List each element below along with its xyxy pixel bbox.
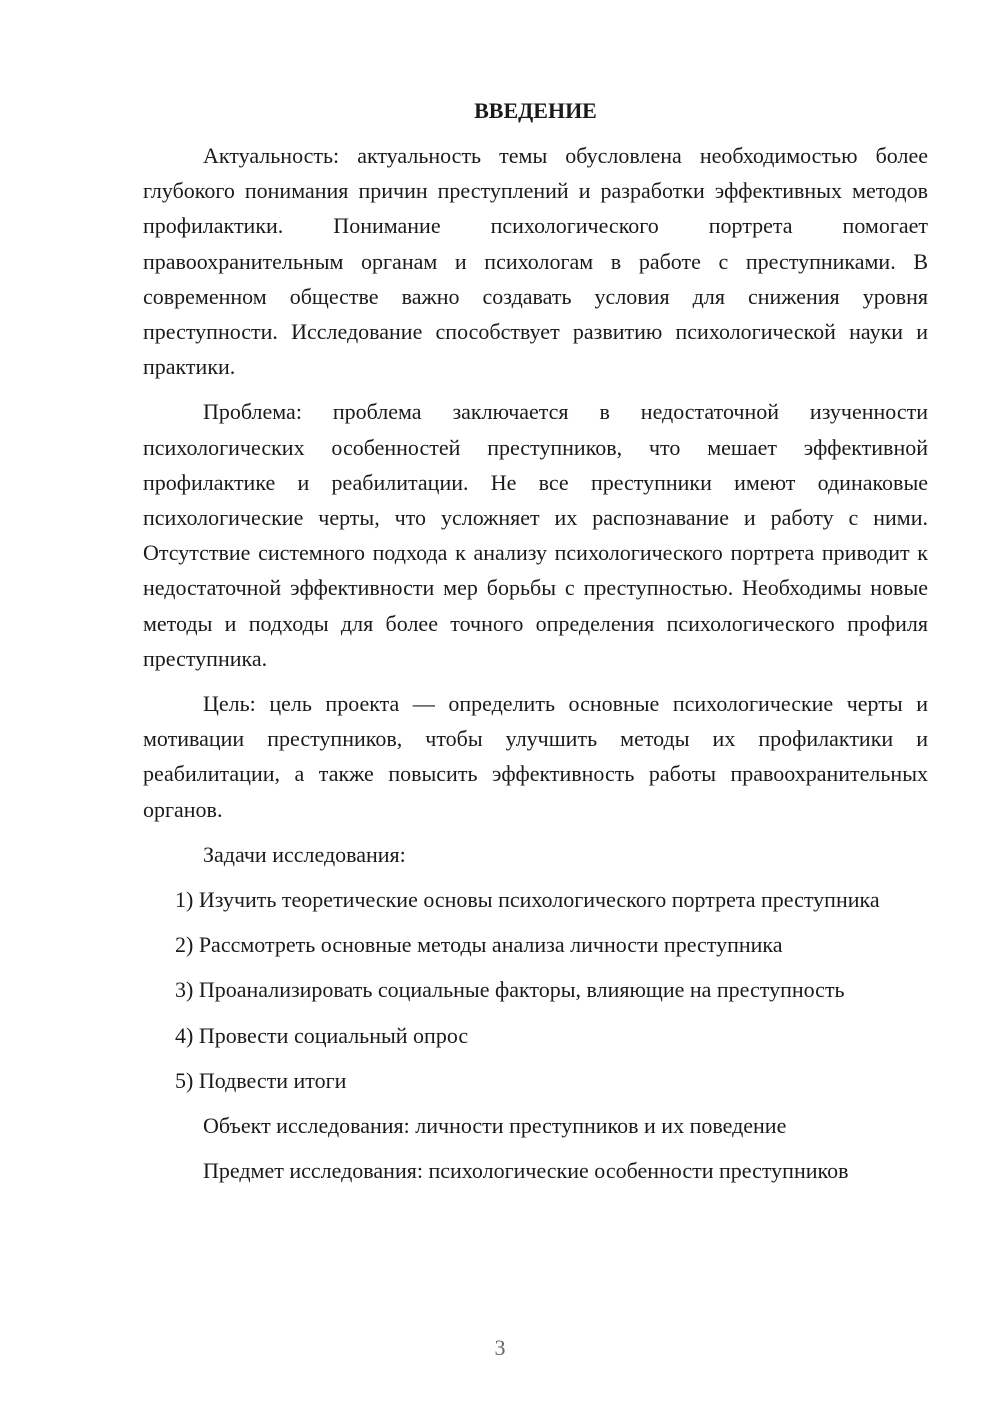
list-item: 1) Изучить теоретические основы психологического портрета преступника [175, 887, 880, 913]
document-page [143, 93, 928, 1188]
list-item: 3) Проанализировать социальные факторы, влияющие на преступность [175, 977, 845, 1003]
research-object: Объект исследования: личности преступников и их поведение [203, 1113, 787, 1139]
page-number: 3 [494, 1335, 506, 1360]
research-subject: Предмет исследования: психологические особенности преступников [203, 1158, 849, 1184]
tasks-heading: Задачи исследования: [203, 841, 406, 867]
page-title: ВВЕДЕНИЕ [474, 98, 597, 123]
goal-paragraph: Цель: цель проекта — определить основные психологические черты и мотивации преступников, чтобы улучшить методы их профилактики и реабилитации, а также повысить эффективность работы правоохранительных органов. [143, 691, 928, 822]
relevance-paragraph: Актуальность: актуальность темы обусловлена необходимостью более глубокого понимания причин преступлений и разработки эффективных методов профилактики. Понимание психологического портрета помогает правоохранительным органам и психологам в работе с преступниками. В современном обществе важно создавать условия для снижения уровня преступности. Исследование способствует развитию психологической науки и практики. [143, 143, 928, 380]
list-item: 5) Подвести итоги [175, 1067, 347, 1093]
problem-paragraph: Проблема: проблема заключается в недостаточной изученности психологических особенностей преступников, что мешает эффективной профилактике и реабилитации. Не все преступники имеют одинаковые психологические черты, что усложняет их распознавание и работу с ними. Отсутствие системного подхода к анализу психологического портрета приводит к недостаточной эффективности мер борьбы с преступностью. Необходимы новые методы и подходы для более точного определения психологического профиля преступника. [143, 399, 928, 671]
tasks-list [143, 882, 928, 1098]
list-item: 4) Провести социальный опрос [175, 1022, 469, 1048]
list-item: 2) Рассмотреть основные методы анализа личности преступника [175, 932, 783, 958]
